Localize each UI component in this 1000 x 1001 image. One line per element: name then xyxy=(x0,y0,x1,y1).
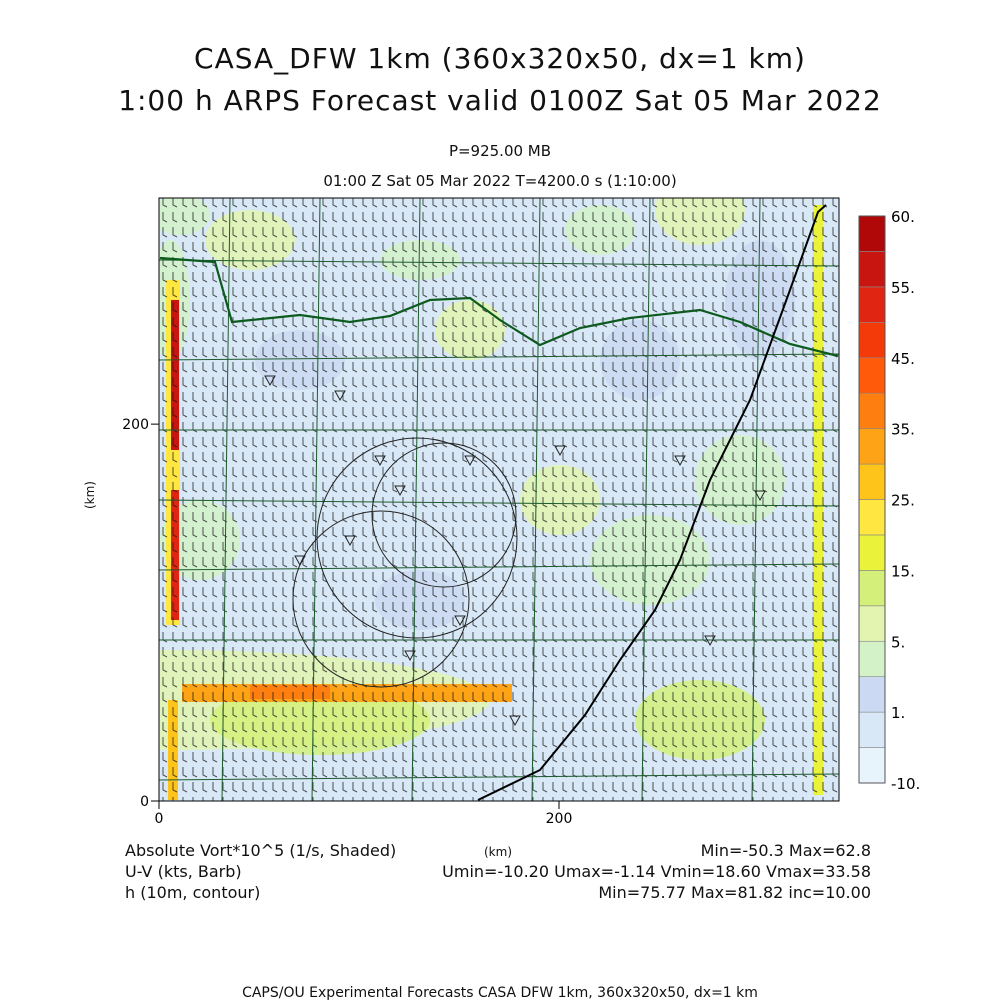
colorbar-swatch xyxy=(859,358,885,393)
colorbar-label: 15. xyxy=(891,562,915,581)
contour-stats: Min=75.77 Max=81.82 inc=10.00 xyxy=(598,883,871,902)
colorbar-swatch xyxy=(859,393,885,428)
colorbar-swatch xyxy=(859,500,885,535)
shaded-stats: Min=-50.3 Max=62.8 xyxy=(700,841,871,860)
pressure-level: P=925.00 MB xyxy=(448,142,552,160)
colorbar-label: -10. xyxy=(891,775,921,793)
legend-barb: U-V (kts, Barb) xyxy=(125,862,242,881)
legend-shaded: Absolute Vort*10^5 (1/s, Shaded) xyxy=(125,841,397,860)
colorbar-swatch xyxy=(859,464,885,499)
y-tick-label: 200 xyxy=(122,417,149,434)
map-overlay xyxy=(159,198,839,801)
colorbar-swatch xyxy=(859,322,885,357)
colorbar-swatch xyxy=(859,429,885,464)
legend-contour: h (10m, contour) xyxy=(125,883,261,902)
valid-time: 01:00 Z Sat 05 Mar 2022 T=4200.0 s (1:10:00) xyxy=(323,172,677,190)
colorbar-swatch xyxy=(859,251,885,286)
x-tick-label: 0 xyxy=(154,811,164,827)
footer-credit: CAPS/OU Experimental Forecasts CASA DFW 1km, 360x320x50, dx=1 km xyxy=(242,985,758,1001)
colorbar-swatch xyxy=(859,535,885,570)
barb-stats: Umin=-10.20 Umax=-1.14 Vmin=18.60 Vmax=33.58 xyxy=(442,862,871,881)
chart-title-line1: CASA_DFW 1km (360x320x50, dx=1 km) xyxy=(194,42,806,75)
y-tick-label: 0 xyxy=(140,794,149,810)
colorbar-swatch xyxy=(859,712,885,747)
colorbar-label: 55. xyxy=(891,278,915,297)
colorbar-swatch xyxy=(859,570,885,605)
colorbar-swatch xyxy=(859,748,885,783)
colorbar-swatch xyxy=(859,677,885,712)
colorbar-swatch xyxy=(859,216,885,251)
colorbar-swatch xyxy=(859,641,885,676)
colorbar-label: 45. xyxy=(891,349,915,368)
colorbar-label: 35. xyxy=(891,420,915,439)
colorbar xyxy=(859,208,920,793)
x-axis-label: (km) xyxy=(484,845,513,859)
x-tick-label: 200 xyxy=(545,811,573,827)
colorbar-label: 1. xyxy=(891,704,906,723)
colorbar-swatch xyxy=(859,287,885,322)
y-axis-label: (km) xyxy=(83,480,98,510)
chart-title-line2: 1:00 h ARPS Forecast valid 0100Z Sat 05 Mar 2022 xyxy=(118,84,882,117)
colorbar-swatch xyxy=(859,606,885,641)
colorbar-label: 5. xyxy=(891,633,906,652)
wind-barbs xyxy=(159,198,839,801)
colorbar-label: 60. xyxy=(891,208,915,226)
colorbar-label: 25. xyxy=(891,491,915,510)
